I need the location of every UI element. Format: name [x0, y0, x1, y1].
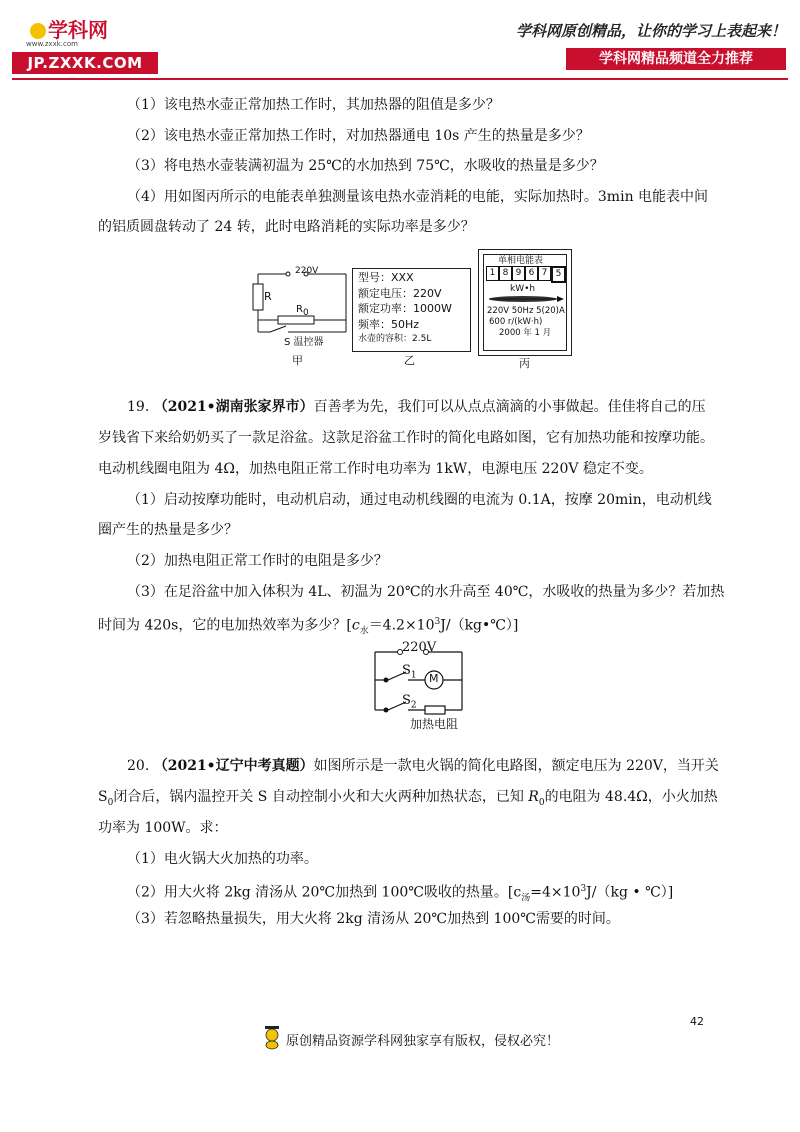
- nameplate-rows: [358, 270, 452, 348]
- q18-part4-line1: （4）用如图丙所示的电能表单独测量该电热水壶消耗的电能，实际加热时。3min 电能表中间: [127, 189, 709, 205]
- q19-part3-line2: 时间为 420s，它的电加热效率为多少？$[c_水=4.2\times 10^3J/(kg•℃)]$: [98, 617, 519, 637]
- header-slogan: 学科网原创精品，让你的学习上表起来！: [515, 22, 786, 40]
- meter-digit: 7: [538, 266, 551, 281]
- q20-source: （2021•辽宁中考真题）: [153, 758, 314, 774]
- nameplate-row: 额定功率：1000W: [358, 302, 452, 315]
- meter-title: 单相电能表: [498, 256, 544, 266]
- q20-part1: （1）电火锅大火加热的功率。: [127, 851, 318, 867]
- bing-caption: 丙: [519, 357, 530, 370]
- q18-part3: （3）将电热水壶装满初温为 25℃的水加热到 75℃，水吸收的热量是多少？: [127, 158, 604, 174]
- q20-number: 20.: [127, 758, 150, 774]
- nameplate-row: 额定电压：220V: [358, 286, 442, 300]
- meter-unit: kW•h: [510, 284, 536, 294]
- nameplate-row: 频率：50Hz: [358, 317, 420, 331]
- bath-voltage: 220V: [402, 640, 437, 655]
- q19-source: （2021•湖南张家界市）: [153, 399, 314, 415]
- bath-s1-label: $S_1$: [402, 663, 417, 681]
- q19-line2: 岁钱省下来给奶奶买了一款足浴盆。这款足浴盆工作时的简化电路如图，它有加热功能和按摩功能。: [98, 430, 714, 446]
- meter-digit: 6: [525, 266, 538, 281]
- q20-part2: （2）用大火将 2kg 清汤从 20℃加热到 100℃吸收的热量。[$c_汤=4\times 10^3J/(kg$ • ℃）]: [127, 884, 674, 904]
- meter-digit: 5: [551, 266, 566, 283]
- q18-part2: （2）该电热水壶正常加热工作时，对加热器通电 10s 产生的热量是多少？: [127, 128, 590, 144]
- q18-part4-line2: 的铝质圆盘转动了 24 转，此时电路消耗的实际功率是多少？: [98, 219, 475, 235]
- meter-spec: 220V 50Hz 5(20)A: [487, 306, 565, 316]
- yi-caption: 乙: [404, 354, 415, 367]
- meter-spec: 2000 年 1 月: [499, 328, 552, 338]
- q19-line3: 电动机线圈电阻为 4Ω，加热电阻正常工作时电功率为 1kW，电源电压 220V 稳定不变。: [98, 461, 653, 477]
- meter-disk-icon: [487, 294, 565, 304]
- logo-url: www.zxxk.com: [26, 40, 78, 48]
- meter-spec: 600 r/(kW·h): [489, 317, 543, 327]
- q19-number: 19.: [127, 399, 150, 415]
- q20-line1: [127, 756, 719, 776]
- q20-part3: （3）若忽略热量损失，用大火将 2kg 清汤从 20℃加热到 100℃需要的时间。: [127, 911, 620, 927]
- jia-switch-label: S 温控器: [284, 337, 324, 348]
- motor-label: M: [429, 672, 439, 685]
- logo-text: 学科网: [30, 14, 108, 43]
- channel-banner: 学科网精品频道全力推荐: [566, 48, 786, 70]
- meter-digits: [486, 266, 566, 283]
- meter-digit: 1: [486, 266, 499, 281]
- page-number: 42: [690, 1015, 704, 1028]
- meter-digit: 9: [512, 266, 525, 281]
- heater-label: 加热电阻: [410, 717, 459, 731]
- jia-r0-label: $R_0$: [296, 304, 309, 318]
- q19-part2: （2）加热电阻正常工作时的电阻是多少？: [127, 553, 388, 569]
- meter-digit: 8: [499, 266, 512, 281]
- jia-r-label: R: [264, 290, 272, 303]
- jia-caption: 甲: [292, 354, 303, 367]
- jia-voltage: 220V: [295, 266, 319, 276]
- mascot-icon: [30, 23, 46, 39]
- q20-text: 如图所示是一款电火锅的简化电路图，额定电压为 220V，当开关: [313, 758, 719, 774]
- q19-part3-line1: （3）在足浴盆中加入体积为 4L、初温为 20℃的水升高至 40℃，水吸收的热量为多少？若加热: [127, 584, 725, 600]
- q19-line1: [127, 397, 706, 417]
- q19-text: 百善孝为先，我们可以从点点滴滴的小事做起。佳佳将自己的压: [313, 399, 706, 415]
- mascot-icon: [262, 1024, 282, 1050]
- header-divider: [12, 78, 788, 80]
- nameplate-row: 水壶的容积：2.5L: [358, 334, 432, 344]
- q20-line3: 功率为 100W。求：: [98, 820, 228, 836]
- meter-specs: [487, 306, 565, 339]
- logo-bar: JP.ZXXK.COM: [12, 52, 158, 74]
- q19-part1-line1: （1）启动按摩功能时，电动机启动，通过电动机线圈的电流为 0.1A，按摩 20min，电动机线: [127, 492, 712, 508]
- q20-line2: $S_0$闭合后，锅内温控开关 S 自动控制小火和大火两种加热状态，已知 $R_0$的电阻为 48.4Ω，小火加热: [98, 789, 718, 808]
- q19-part1-line2: 圈产生的热量是多少？: [98, 522, 238, 538]
- q18-part1: （1）该电热水壶正常加热工作时，其加热器的阻值是多少？: [127, 97, 500, 113]
- nameplate-row: 型号：XXX: [358, 271, 414, 284]
- footer-copyright: 原创精品资源学科网独家享有版权，侵权必究！: [286, 1034, 560, 1049]
- bath-s2-label: $S_2$: [402, 693, 417, 711]
